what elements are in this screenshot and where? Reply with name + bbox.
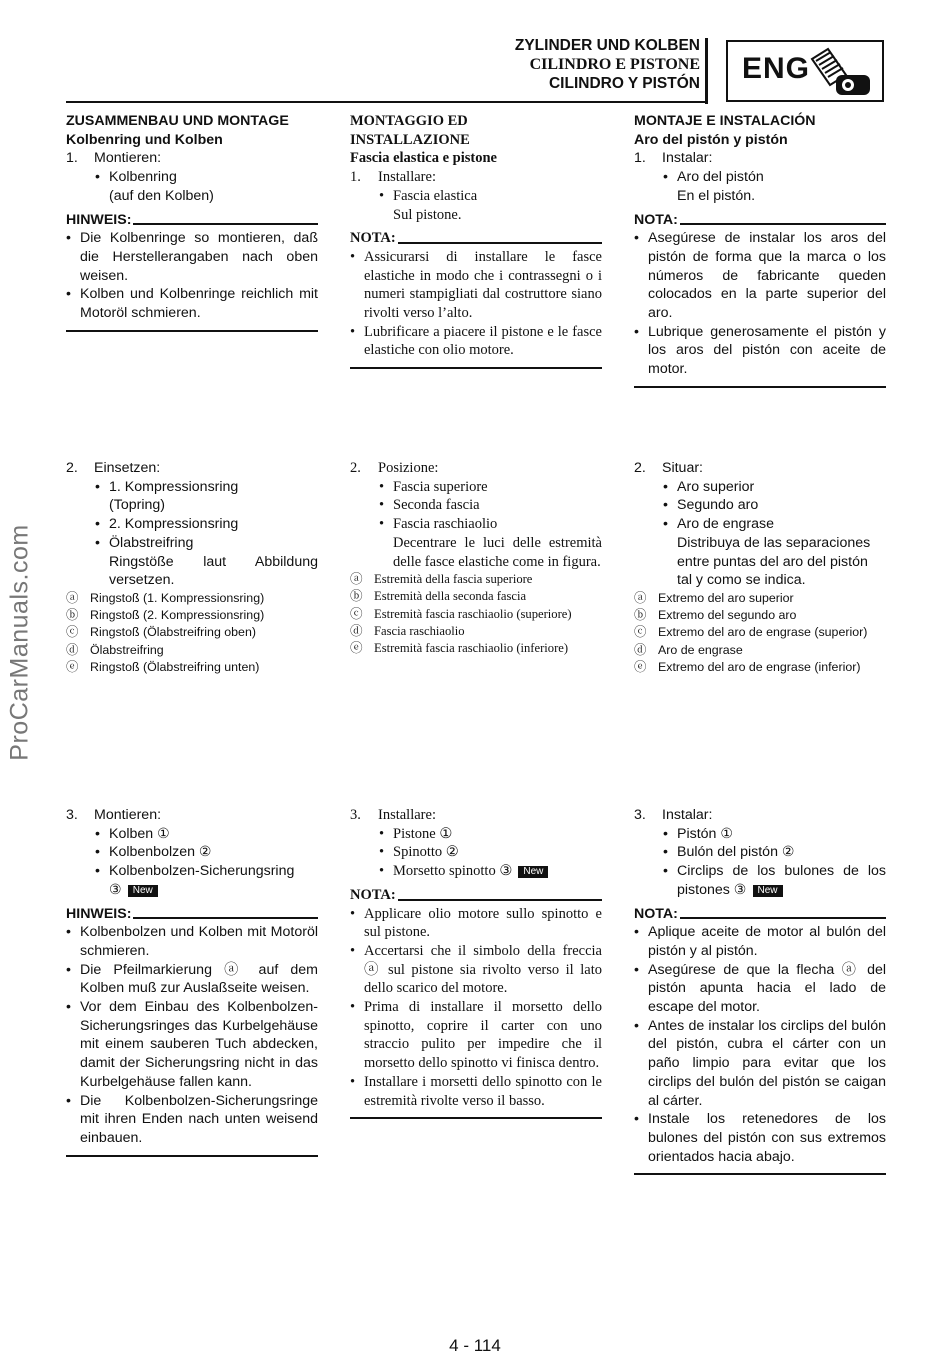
note-item: • Accertarsi che il simbolo della freccia ⓐ sul pistone sia rivolto verso il lato dello scarico del motore. bbox=[350, 942, 602, 998]
section-heading: ZUSAMMENBAU UND MONTAGE bbox=[66, 113, 289, 129]
note-end-rule bbox=[66, 330, 318, 332]
note-label: HINWEIS: bbox=[66, 905, 132, 922]
note-header bbox=[350, 886, 602, 905]
note-item: • Vor dem Einbau des Kolbenbolzen-Sicherungsringes das Kurbelgehäuse mit einem sauberen Tuch abdecken, damit der Sicherungsring nicht in das Kurbelgehäuse fallen kann. bbox=[66, 998, 318, 1092]
title-it: CILINDRO E PISTONE bbox=[529, 56, 700, 73]
watermark: ProCarManuals.com bbox=[5, 524, 34, 761]
legend-key: ⓒ bbox=[634, 625, 647, 640]
step bbox=[350, 459, 602, 478]
note-end-rule bbox=[350, 367, 602, 369]
note-end-rule bbox=[634, 1173, 886, 1175]
note-item: • Prima di installare il morsetto dello spinotto, coprire il carter con uno straccio pulito per impedire che il morsetto dello spinotto vi finisca dentro. bbox=[350, 998, 602, 1073]
step bbox=[66, 149, 318, 168]
legend-key: ⓔ bbox=[634, 659, 647, 674]
note-item: • Die Pfeilmarkierung ⓐ auf dem Kolben muß zur Auslaßseite weisen. bbox=[66, 961, 318, 998]
note-item: • Lubrificare a piacere il pistone e le fasce elastiche con olio motore. bbox=[350, 323, 602, 360]
list-item: • Kolbenbolzen ② bbox=[66, 843, 318, 862]
legend-text: Ringstoß (2. Kompressionsring) bbox=[90, 608, 265, 623]
note-header bbox=[634, 211, 886, 230]
list-item: • Aro superior bbox=[634, 478, 886, 497]
note-item: • Asegúrese de instalar los aros del pistón de forma que la marca o los números de fabricante queden colocados en la parte superior del aro. bbox=[634, 229, 886, 323]
legend-item bbox=[634, 642, 886, 659]
note-rule bbox=[133, 223, 318, 225]
note-label: HINWEIS: bbox=[66, 211, 132, 228]
legend-item bbox=[634, 624, 886, 641]
legend-key: ⓔ bbox=[66, 659, 79, 674]
step-label: Installare: bbox=[378, 169, 436, 186]
note-label: NOTA: bbox=[350, 886, 396, 903]
list-item-detail: (auf den Kolben) bbox=[109, 187, 214, 204]
list-item bbox=[350, 862, 602, 881]
note-item: • Kolben und Kolbenringe reichlich mit Motoröl schmieren. bbox=[66, 285, 318, 322]
note-end-rule bbox=[634, 386, 886, 388]
note-label: NOTA: bbox=[350, 230, 396, 247]
step bbox=[634, 806, 886, 825]
step-label: Montieren: bbox=[94, 150, 162, 167]
page-number: 4 - 114 bbox=[449, 1336, 501, 1355]
list-item: • Aro de engrase bbox=[634, 515, 886, 534]
list-item: • Pistone ① bbox=[350, 825, 602, 844]
de-section-3 bbox=[66, 806, 318, 1157]
step-label: Installare: bbox=[378, 807, 436, 823]
note-rule bbox=[398, 242, 602, 244]
list-item bbox=[634, 862, 886, 899]
note-end-rule bbox=[66, 1155, 318, 1157]
step-number: 1. bbox=[634, 150, 646, 167]
legend-text: Ringstoß (Ölabstreifring oben) bbox=[90, 625, 256, 640]
legend-key: ⓑ bbox=[350, 589, 363, 604]
step-number: 1. bbox=[350, 169, 361, 186]
list-item-detail: Distribuya de las separaciones entre puntas del aro del pistón tal y como se indica. bbox=[677, 534, 871, 589]
title-de: ZYLINDER UND KOLBEN bbox=[514, 37, 700, 54]
list-item: • 2. Kompressionsring bbox=[66, 515, 318, 534]
note-header bbox=[66, 211, 318, 230]
header-rule bbox=[66, 101, 708, 103]
step bbox=[634, 459, 886, 478]
list-item-label: Circlips de los bulones de los pistones ③ bbox=[677, 863, 886, 898]
it-section-2 bbox=[350, 459, 602, 657]
new-badge: New bbox=[518, 866, 548, 878]
step bbox=[350, 168, 602, 187]
list-item: • Pistón ① bbox=[634, 825, 886, 844]
section-subheading: Aro del pistón y pistón bbox=[634, 131, 788, 148]
note-item: • Kolbenbolzen und Kolben mit Motoröl schmieren. bbox=[66, 923, 318, 960]
step-label: Situar: bbox=[662, 460, 704, 476]
list-item: • Fascia superiore bbox=[350, 478, 602, 497]
section-titles bbox=[515, 36, 700, 93]
new-badge: New bbox=[128, 885, 158, 897]
step-label: Instalar: bbox=[662, 807, 713, 823]
step-number: 2. bbox=[350, 460, 361, 476]
note-rule bbox=[133, 917, 318, 919]
step-label: Einsetzen: bbox=[94, 460, 161, 476]
section-heading: MONTAGGIO ED INSTALLAZIONE bbox=[350, 113, 470, 148]
legend-text: Estremità fascia raschiaolio (inferiore) bbox=[374, 641, 569, 656]
es-section-3 bbox=[634, 806, 886, 1175]
step-label: Instalar: bbox=[662, 150, 713, 167]
note-item: • Instale los retenedores de los bulones del pistón con sus extremos orientados hacia abajo. bbox=[634, 1110, 886, 1166]
list-item: • Fascia raschiaolio bbox=[350, 515, 602, 534]
de-section-2 bbox=[66, 459, 318, 676]
note-header bbox=[634, 905, 886, 924]
step-label: Posizione: bbox=[378, 460, 439, 476]
legend-item bbox=[66, 607, 318, 624]
note-item: • Applicare olio motore sullo spinotto e sul pistone. bbox=[350, 905, 602, 942]
legend-text: Extremo del aro de engrase (inferior) bbox=[658, 659, 861, 674]
list-item-detail: En el pistón. bbox=[677, 187, 756, 204]
legend-text: Extremo del aro de engrase (superior) bbox=[658, 625, 868, 640]
list-item-detail: Ringstöße laut Abbildung versetzen. bbox=[109, 553, 318, 589]
legend-item bbox=[350, 571, 602, 588]
note-item: • Aplique aceite de motor al bulón del pistón y al pistón. bbox=[634, 923, 886, 960]
list-item: • Segundo aro bbox=[634, 496, 886, 515]
section-subheading: Fascia elastica e pistone bbox=[350, 150, 497, 167]
language-badge-label: ENG bbox=[742, 52, 811, 85]
legend-item bbox=[66, 590, 318, 607]
legend-key: ⓑ bbox=[66, 608, 79, 623]
list-item-detail: Sul pistone. bbox=[393, 206, 462, 223]
legend-item bbox=[634, 590, 886, 607]
list-item: • 1. Kompressionsring bbox=[66, 478, 318, 497]
legend-key: ⓒ bbox=[66, 625, 79, 640]
legend-text: Ringstoß (Ölabstreifring unten) bbox=[90, 659, 260, 674]
language-badge bbox=[726, 40, 884, 102]
step-number: 2. bbox=[634, 460, 646, 476]
note-item: • Assicurarsi di installare le fasce elastiche in modo che i contrassegni o i numeri stampigliati dal costruttore siano rivolti verso l’alto. bbox=[350, 248, 602, 323]
legend-key: ⓐ bbox=[350, 572, 363, 587]
note-label: NOTA: bbox=[634, 905, 678, 922]
legend-key: ⓓ bbox=[634, 642, 647, 657]
legend-text: Extremo del aro superior bbox=[658, 590, 794, 605]
note-item: • Asegúrese de que la flecha ⓐ del pistón apunta hacia el lado de escape del motor. bbox=[634, 961, 886, 1017]
legend-item bbox=[66, 624, 318, 641]
legend-item bbox=[634, 659, 886, 676]
list-item: • Seconda fascia bbox=[350, 496, 602, 515]
legend-text: Ringstoß (1. Kompressionsring) bbox=[90, 590, 265, 605]
list-item-detail: (Topring) bbox=[109, 497, 165, 514]
note-label: NOTA: bbox=[634, 211, 678, 228]
page-header bbox=[364, 36, 884, 104]
legend-text: Estremità della fascia superiore bbox=[374, 572, 533, 587]
legend-text: Aro de engrase bbox=[658, 642, 743, 657]
step-number: 1. bbox=[66, 150, 78, 167]
legend-text: Estremità della seconda fascia bbox=[374, 589, 527, 604]
note-item: • Die Kolbenringe so montieren, daß die Herstellerangaben nach oben weisen. bbox=[66, 229, 318, 285]
legend-key: ⓑ bbox=[634, 608, 647, 623]
legend-key: ⓔ bbox=[350, 641, 363, 656]
note-header bbox=[350, 229, 602, 248]
list-item-detail: Decentrare le luci delle estremità delle fasce elastiche come in figura. bbox=[393, 534, 602, 570]
legend-text: Estremità fascia raschiaolio (superiore) bbox=[374, 606, 572, 621]
list-item-detail bbox=[66, 881, 318, 900]
section-subheading: Kolbenring und Kolben bbox=[66, 131, 223, 148]
note-item: • Installare i morsetti dello spinotto con le estremità rivolte verso il basso. bbox=[350, 1073, 602, 1110]
legend-item bbox=[634, 607, 886, 624]
step bbox=[350, 806, 602, 825]
step bbox=[66, 459, 318, 478]
es-section-2 bbox=[634, 459, 886, 676]
note-rule bbox=[680, 223, 886, 225]
step bbox=[66, 806, 318, 825]
list-item: • Kolbenring bbox=[66, 168, 318, 187]
step-number: 2. bbox=[66, 460, 78, 476]
legend-text: Ölabstreifring bbox=[90, 642, 164, 657]
note-item: • Die Kolbenbolzen-Sicherungsringe mit ihren Enden nach unten weisend einbauen. bbox=[66, 1092, 318, 1148]
new-badge: New bbox=[753, 885, 783, 897]
list-item: • Kolben ① bbox=[66, 825, 318, 844]
note-rule bbox=[680, 917, 886, 919]
it-section-3 bbox=[350, 806, 602, 1119]
section-heading: MONTAJE E INSTALACIÓN bbox=[634, 113, 816, 129]
note-header bbox=[66, 905, 318, 924]
list-item: • Fascia elastica bbox=[350, 187, 602, 206]
step-number: 3. bbox=[66, 807, 78, 823]
es-section-1 bbox=[634, 112, 886, 388]
note-rule bbox=[398, 899, 602, 901]
step-number: 3. bbox=[350, 807, 361, 823]
step-number: 3. bbox=[634, 807, 646, 823]
engine-piston-icon bbox=[806, 45, 876, 99]
legend-item bbox=[350, 623, 602, 640]
part-ref: ③ bbox=[109, 881, 122, 898]
note-item: • Lubrique generosamente el pistón y los aros del pistón con aceite de motor. bbox=[634, 323, 886, 379]
step-label: Montieren: bbox=[94, 807, 162, 823]
header-divider bbox=[705, 38, 708, 104]
legend-key: ⓓ bbox=[350, 623, 363, 638]
list-item-label: Morsetto spinotto ③ bbox=[393, 863, 513, 880]
list-item: • Aro del pistón bbox=[634, 168, 886, 187]
step bbox=[634, 149, 886, 168]
legend-item bbox=[350, 640, 602, 657]
legend-key: ⓐ bbox=[66, 590, 79, 605]
legend-item bbox=[350, 606, 602, 623]
it-section-1 bbox=[350, 112, 602, 369]
legend-text: Extremo del segundo aro bbox=[658, 608, 797, 623]
note-item: • Antes de instalar los circlips del bulón del pistón, cubra el cárter con un paño limpio para evitar que los circlips del bulón del pistón se caigan al cárter. bbox=[634, 1017, 886, 1111]
legend-key: ⓐ bbox=[634, 590, 647, 605]
list-item: • Spinotto ② bbox=[350, 843, 602, 862]
legend-text: Fascia raschiaolio bbox=[374, 623, 465, 638]
legend-key: ⓓ bbox=[66, 642, 79, 657]
note-end-rule bbox=[350, 1117, 602, 1119]
list-item: • Kolbenbolzen-Sicherungsring bbox=[66, 862, 318, 881]
legend-item bbox=[66, 642, 318, 659]
de-section-1 bbox=[66, 112, 318, 332]
title-es: CILINDRO Y PISTÓN bbox=[548, 75, 700, 92]
legend-item bbox=[66, 659, 318, 676]
list-item: • Ölabstreifring bbox=[66, 534, 318, 553]
legend-item bbox=[350, 588, 602, 605]
legend-key: ⓒ bbox=[350, 606, 363, 621]
list-item: • Bulón del pistón ② bbox=[634, 843, 886, 862]
